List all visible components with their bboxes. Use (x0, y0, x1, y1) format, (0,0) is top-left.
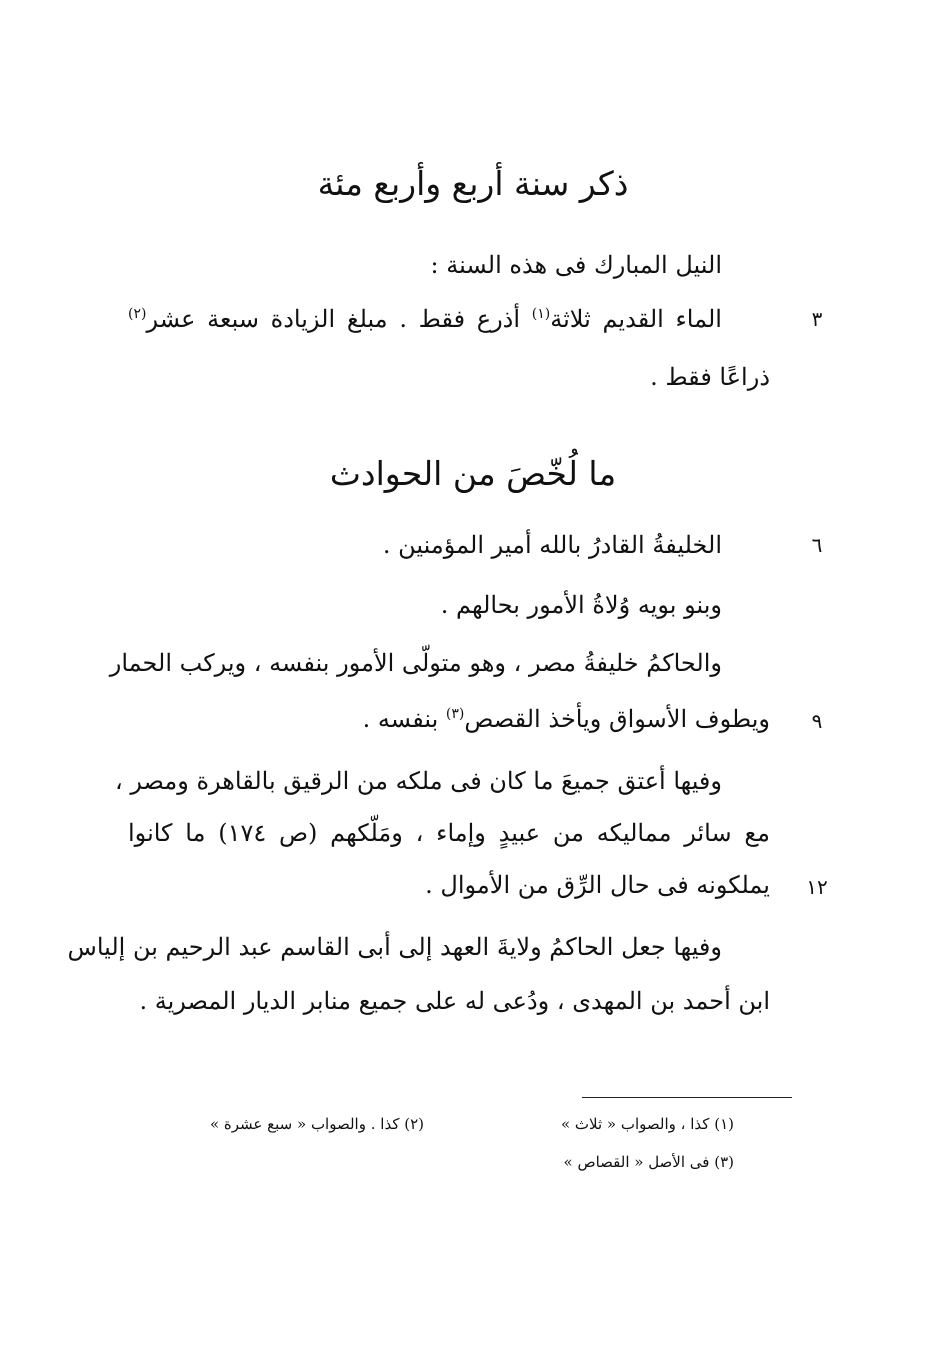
event-manumission-line-3: يملكونه فى حال الرِّق من الأموال . (425, 871, 770, 899)
event-hakim-line-2 (363, 702, 770, 736)
event-buyids-line: وبنو بويه وُلاةُ الأمور بحالهم . (440, 591, 722, 619)
event-hakim-line-2-a: ويطوف الأسواق ويأخذ القصص (464, 705, 770, 733)
nile-line-1-b: أذرع فقط . مبلغ الزيادة سبعة عشر (146, 305, 532, 333)
events-heading: ما لُخّصَ من الحوادث (329, 454, 617, 493)
footnote-1: (١) كذا ، والصواب « ثلاث » (560, 1115, 734, 1133)
nile-line-1 (128, 302, 722, 336)
event-succession-line-1: وفيها جعل الحاكمُ ولايةَ العهد إلى أبى القاسم عبد الرحيم بن إلياس (67, 933, 722, 961)
line-number-9: ٩ (811, 709, 823, 733)
line-number-6: ٦ (811, 533, 823, 557)
nile-intro: النيل المبارك فى هذه السنة : (430, 251, 722, 279)
footnote-3: (٣) فى الأصل « القصاص » (563, 1153, 734, 1171)
year-heading: ذكر سنة أربع وأربع مئة (317, 164, 629, 203)
nile-line-2: ذراعًا فقط . (650, 363, 770, 391)
event-hakim-line-2-b: بنفسه . (362, 705, 446, 733)
nile-line-1-a: الماء القديم ثلاثة (550, 305, 722, 333)
footnote-ref-2: (٢) (128, 306, 147, 322)
footnote-2: (٢) كذا . والصواب « سبع عشرة » (209, 1115, 424, 1133)
footnote-ref-1: (١) (531, 306, 551, 322)
event-manumission-line-1: وفيها أعتق جميعَ ما كان فى ملكه من الرقيق بالقاهرة ومصر ، (114, 767, 722, 795)
event-hakim-line-1: والحاكمُ خليفةُ مصر ، وهو متولّى الأمور بنفسه ، ويركب الحمار (109, 649, 722, 677)
line-number-3: ٣ (811, 307, 823, 331)
line-number-12: ١٢ (806, 875, 828, 899)
footnote-ref-3: (٣) (445, 706, 465, 722)
footnote-rule (582, 1097, 792, 1098)
event-caliph-line: الخليفةُ القادرُ بالله أمير المؤمنين . (382, 531, 722, 559)
event-succession-line-2: ابن أحمد بن المهدى ، ودُعى له على جميع منابر الديار المصرية . (139, 987, 770, 1015)
event-manumission-line-2: مع سائر مماليكه من عبيدٍ وإماء ، ومَلّكهم (ص ١٧٤) ما كانوا (128, 819, 770, 847)
